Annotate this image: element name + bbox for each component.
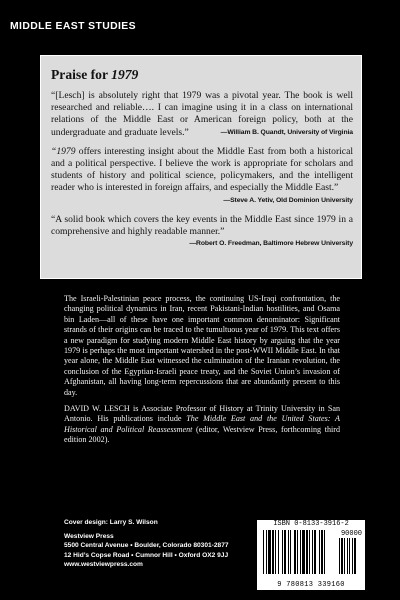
barcode-digits bbox=[257, 581, 365, 590]
barcode-bar bbox=[272, 530, 274, 574]
author-bio bbox=[64, 404, 340, 446]
barcode-bar bbox=[294, 530, 296, 574]
barcode-bar bbox=[282, 530, 283, 574]
praise-title-italic: 1979 bbox=[111, 67, 139, 82]
barcode-addon-bar bbox=[344, 538, 345, 574]
description-paragraph: The Israeli-Palestinian peace process, the continuing US-Iraqi confrontation, the changing political dynamics in Iran, recent Pakistani-Indian hostilities, and Osama bin Laden—all of these have one important common denominator: Significant strands of their origins can be traced to the tumultuous year of 1979. This text offers a new paradigm for studying modern Middle East history by arguing that the year 1979 is perhaps the most important watershed in the post-WWII Middle East. In that year alone, the Middle East witnessed the culmination of the Iranian revolution, the conclusion of the Egyptian-Israeli peace treaty, and the Soviet Union’s invasion of Afghanistan, all having long-term repercussions that are abundantly present to this day. bbox=[64, 294, 340, 397]
publisher-address-2: 12 Hid’s Copse Road • Cumnor Hill • Oxford OX2 9JJ bbox=[64, 551, 229, 559]
barcode-bar bbox=[309, 530, 310, 574]
barcode-bar bbox=[266, 530, 267, 574]
quote-2-source: —Steve A. Yetiv, Old Dominion University bbox=[223, 196, 353, 204]
quote-1-text: “[Lesch] is absolutely right that 1979 was a pivotal year. The book is well researched and reliable…. I can imagine using it in a class on international relations of the Middle East or American foreign policy, both at the undergraduate and graduate levels.” bbox=[51, 90, 353, 138]
cover-design-credit: Cover design: Larry S. Wilson bbox=[64, 519, 158, 526]
publisher-name: Westview Press bbox=[64, 532, 114, 540]
barcode-bar bbox=[302, 530, 305, 574]
barcode-bar bbox=[300, 530, 301, 574]
barcode-bar bbox=[284, 530, 286, 574]
book-description bbox=[64, 294, 340, 452]
barcode-addon-bar bbox=[349, 538, 350, 574]
author-bio-text: DAVID W. LESCH is Associate Professor of History at Trinity University in San Antonio. His publications include bbox=[64, 404, 340, 424]
isbn-text: ISBN 0-8133-3916-2 bbox=[273, 520, 349, 528]
praise-title bbox=[51, 67, 353, 83]
quote-2 bbox=[51, 146, 353, 207]
quote-3 bbox=[51, 214, 353, 251]
barcode-addon-bar bbox=[347, 538, 348, 574]
publisher-credits bbox=[64, 518, 229, 570]
quote-3-text: “A solid book which covers the key events in the Middle East since 1979 in a comprehensive and highly readable manner.” bbox=[51, 213, 353, 238]
publisher-address-1: 5500 Central Avenue • Boulder, Colorado 80301-2877 bbox=[64, 542, 229, 550]
barcode-bar bbox=[278, 530, 279, 574]
series-label: MIDDLE EAST STUDIES bbox=[10, 21, 136, 32]
author-bio-book-title: The Middle East and the United States: A Historical and Political Reassessment bbox=[64, 414, 340, 434]
barcode-bar bbox=[319, 530, 320, 574]
author-bio-text-end: (editor, Westview Press, forthcoming third edition 2002). bbox=[64, 424, 340, 445]
barcode-bar bbox=[306, 530, 308, 574]
praise-box bbox=[40, 55, 362, 279]
barcode-addon-bar bbox=[354, 538, 356, 574]
barcode-addon-bar bbox=[339, 538, 340, 574]
barcode-addon-bar bbox=[341, 538, 343, 574]
barcode-bar bbox=[314, 530, 316, 574]
barcode-bar bbox=[268, 530, 271, 574]
barcode-bar bbox=[275, 530, 276, 574]
barcode-bar bbox=[297, 530, 298, 574]
price-code: 90000 bbox=[340, 530, 362, 538]
publisher-website: www.westviewpress.com bbox=[64, 561, 143, 569]
barcode-addon-bar bbox=[352, 538, 353, 574]
barcode-bar bbox=[321, 530, 323, 574]
quote-2-text: offers interesting insight about the Middle East from both a historical and a political perspective. I believe the work is appropriate for scholars and students of history and political science, policymakers, and the intelligent reader who is interested in foreign affairs, and especially the Middle East.” bbox=[51, 145, 353, 194]
barcode-bar bbox=[288, 530, 289, 574]
quote-3-source: —Robert O. Freedman, Baltimore Hebrew University bbox=[189, 240, 353, 248]
barcode bbox=[257, 520, 365, 590]
barcode-bar bbox=[263, 530, 264, 574]
barcode-bar bbox=[324, 530, 325, 574]
praise-title-prefix: Praise for bbox=[51, 67, 112, 82]
barcode-number: 9 780813 339160 bbox=[277, 581, 345, 589]
quote-1-source: —William B. Quandt, University of Virginia bbox=[220, 128, 353, 136]
quote-2-italic: “1979 bbox=[51, 145, 76, 157]
quote-1 bbox=[51, 90, 353, 139]
barcode-bar bbox=[312, 530, 313, 574]
barcode-bar bbox=[290, 530, 291, 574]
